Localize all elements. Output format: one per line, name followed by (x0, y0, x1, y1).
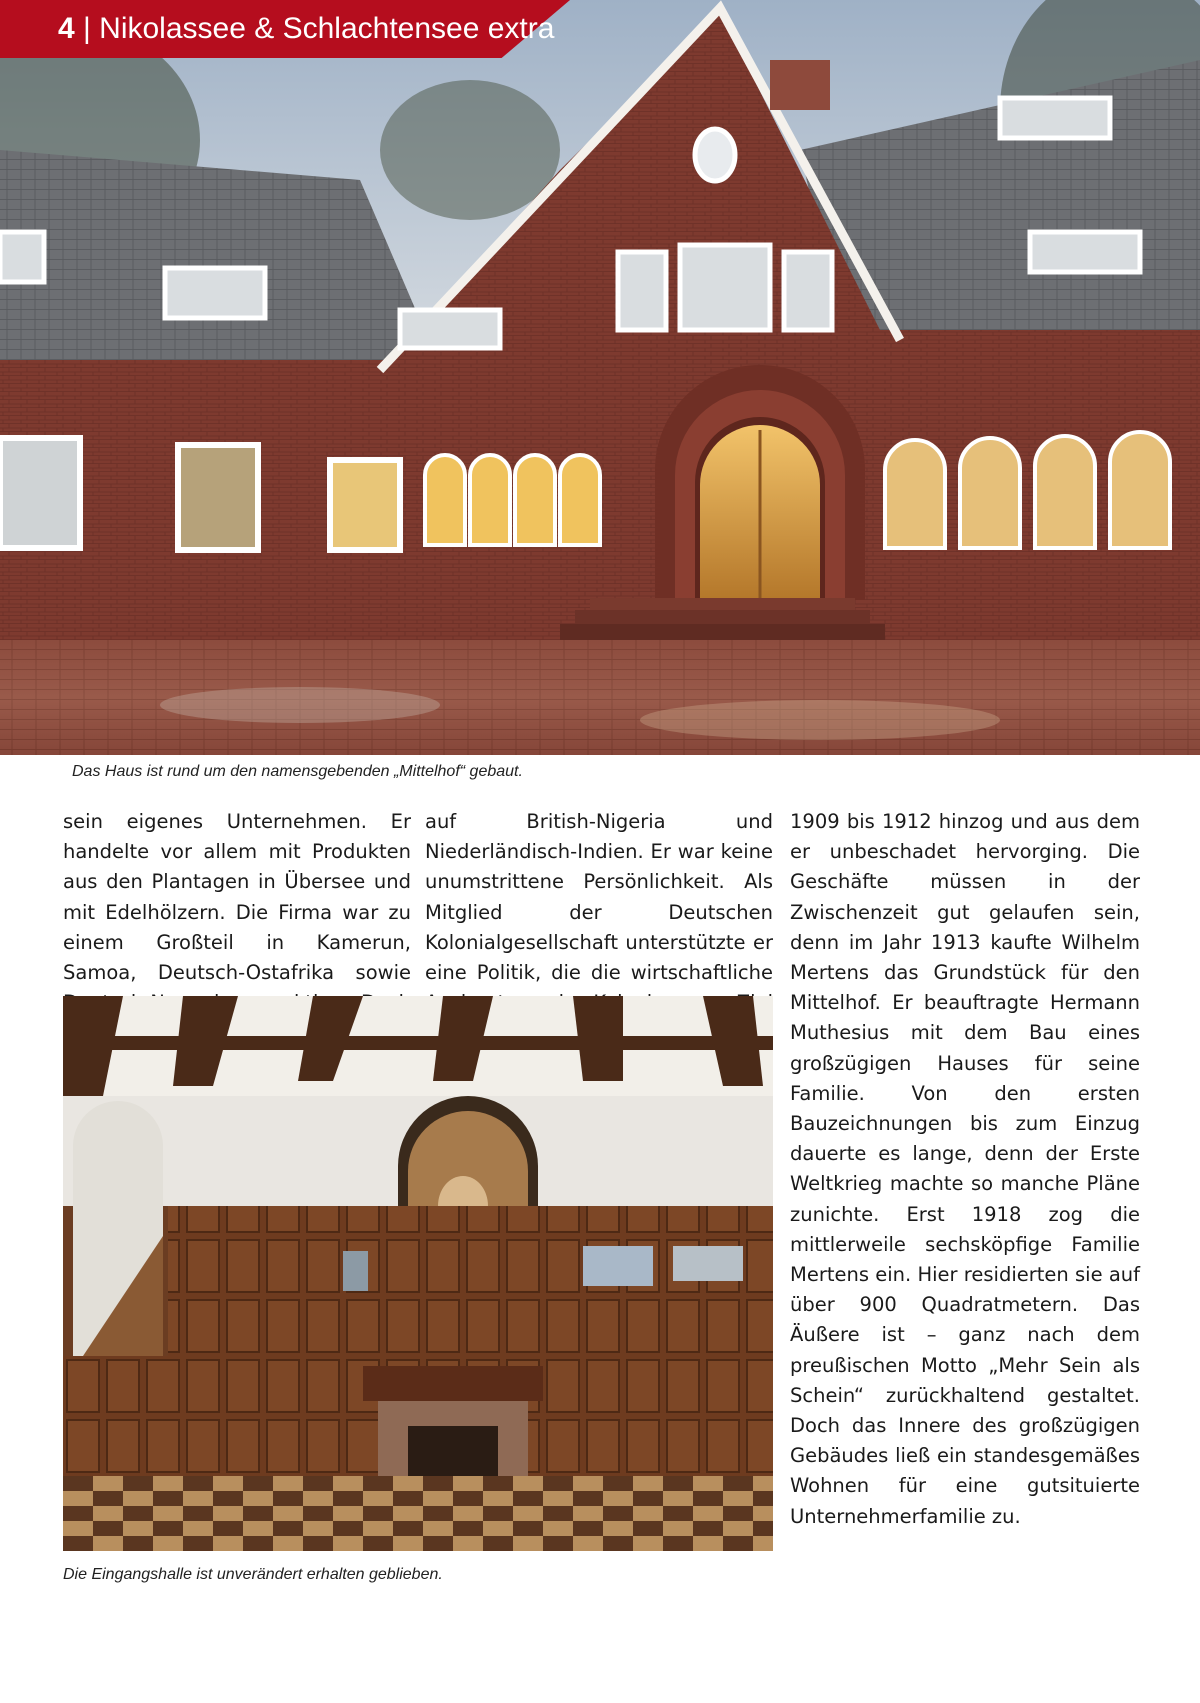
article-text-col1: sein eigenes Unternehmen. Er handelte vor allem mit Produkten aus den Plantagen in Übersee und mit Edelhölzern. Die Firma war zu einem Großteil in Kamerun, Samoa, Deutsch-Ostafrika sowie (63, 810, 411, 985)
section-title: Nikolassee & Schlachtensee extra (99, 12, 555, 45)
bottom-photo-caption: Die Eingangshalle ist unverändert erhalten geblieben. (63, 1566, 443, 1583)
page-number: 4 (58, 12, 75, 45)
mansion-photo (0, 0, 1200, 755)
article-text-col3: 1909 bis 1912 hinzog und aus dem er unbeschadet hervorging. Die Geschäfte müssen in der Zwischenzeit gut gelaufen sein, denn im Jahr 1913 kaufte Wilhelm Mertens das Grundstück für den Mittelhof. Er beauftragte Hermann Muthesius mit dem Bau eines großzügigen Hauses für seine Familie. Von den ersten Bauzeichnungen bis zum Einzug dauerte es lange, denn der Erste Weltkrieg machte so manche Pläne zunichte. Erst 1918 zog die mittlerweile sechsköpfige Familie Mertens ein. Hier residierten sie auf über 900 Quadratmetern. Das Äußere ist – ganz nach dem preußischen Motto „Mehr Sein als Schein“ zurückhaltend gestaltet. Doch das Innere des großzügigen Gebäudes ließ ein standesgemäßes Wohnen für eine gutsituierte Unternehmerfamilie zu. (790, 810, 1140, 1528)
article-column-3 (790, 807, 1140, 1532)
entrance-hall-photo (63, 996, 773, 1551)
mansion-illustration (0, 0, 1200, 755)
header-separator: | (83, 12, 91, 45)
top-photo-caption: Das Haus ist rund um den namensgebenden „Mittelhof“ gebaut. (72, 763, 523, 780)
section-header (58, 12, 554, 46)
entrance-hall-illustration (63, 996, 773, 1551)
article-text-col2: auf British-Nigeria und Niederländisch-Indien. Er war keine unumstrittene Persönlichkeit. Als Mitglied der Deutschen Kolonialgesellschaft unterstützte er eine Politik, die die wirtschaftliche (425, 810, 773, 985)
